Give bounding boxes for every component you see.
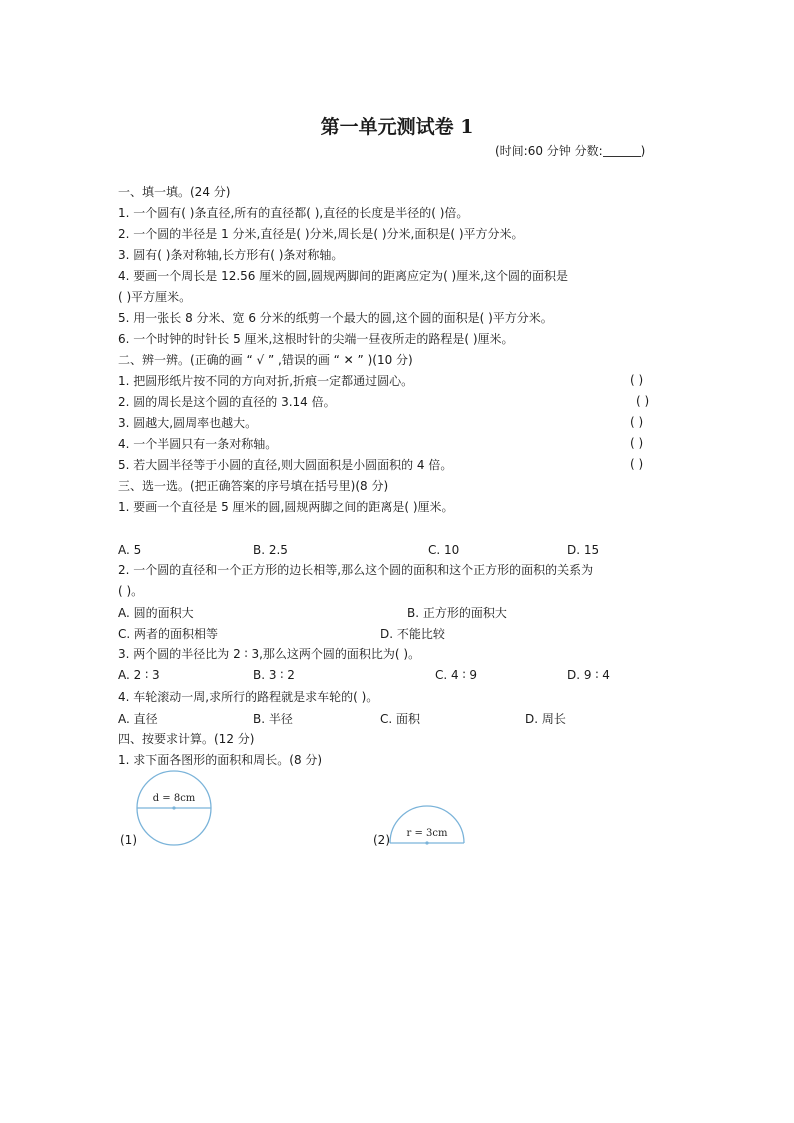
- circle-figure: [134, 768, 214, 848]
- choice-option[interactable]: A. 直径: [118, 712, 158, 726]
- answer-paren[interactable]: ( ): [630, 436, 644, 450]
- diameter-label: d = 8cm: [152, 793, 196, 804]
- choice-option[interactable]: C. 4 ∶ 9: [435, 668, 478, 682]
- section1-line: 1. 一个圆有( )条直径,所有的直径都( ),直径的长度是半径的( )倍。: [118, 206, 469, 220]
- page-title: 第一单元测试卷 1: [320, 116, 474, 138]
- section1-line: 2. 一个圆的半径是 1 分米,直径是( )分米,周长是( )分米,面积是( )平方分米。: [118, 227, 524, 241]
- answer-paren[interactable]: ( ): [636, 394, 650, 408]
- choice-question: 1. 要画一个直径是 5 厘米的圆,圆规两脚之间的距离是( )厘米。: [118, 500, 454, 514]
- choice-option[interactable]: D. 15: [567, 543, 600, 557]
- section1-line: 6. 一个时钟的时针长 5 厘米,这根时针的尖端一昼夜所走的路程是( )厘米。: [118, 332, 514, 346]
- choice-option[interactable]: D. 不能比较: [380, 627, 445, 641]
- choice-option[interactable]: A. 2 ∶ 3: [118, 668, 160, 682]
- choice-option[interactable]: B. 半径: [253, 712, 293, 726]
- semicircle-figure: [386, 802, 468, 846]
- choice-option[interactable]: D. 9 ∶ 4: [567, 668, 610, 682]
- choice-option[interactable]: C. 面积: [380, 712, 421, 726]
- choice-option[interactable]: C. 两者的面积相等: [118, 627, 219, 641]
- section1-line: 5. 用一张长 8 分米、宽 6 分米的纸剪一个最大的圆,这个圆的面积是( )平方分米。: [118, 311, 553, 325]
- semicircle-center-dot: [425, 841, 428, 844]
- choice-question: ( )。: [118, 584, 144, 598]
- choice-option[interactable]: A. 圆的面积大: [118, 606, 194, 620]
- choice-option[interactable]: D. 周长: [525, 712, 566, 726]
- judge-item: 4. 一个半圆只有一条对称轴。: [118, 437, 278, 451]
- score-blank[interactable]: [603, 144, 641, 157]
- judge-item: 5. 若大圆半径等于小圆的直径,则大圆面积是小圆面积的 4 倍。: [118, 458, 453, 472]
- judge-item: 1. 把圆形纸片按不同的方向对折,折痕一定都通过圆心。: [118, 374, 414, 388]
- meta-close: ): [640, 144, 646, 158]
- choice-option[interactable]: B. 2.5: [253, 543, 288, 557]
- choice-option[interactable]: B. 正方形的面积大: [407, 606, 507, 620]
- judge-item: 2. 圆的周长是这个圆的直径的 3.14 倍。: [118, 395, 336, 409]
- answer-paren[interactable]: ( ): [630, 373, 644, 387]
- section1-line: 4. 要画一个周长是 12.56 厘米的圆,圆规两脚间的距离应定为( )厘米,这个圆的面积是: [118, 269, 569, 283]
- choice-option[interactable]: C. 10: [428, 543, 460, 557]
- answer-paren[interactable]: ( ): [630, 415, 644, 429]
- circle-center-dot: [172, 806, 175, 809]
- choice-question: 4. 车轮滚动一周,求所行的路程就是求车轮的( )。: [118, 690, 379, 704]
- choice-question: 2. 一个圆的直径和一个正方形的边长相等,那么这个圆的面积和这个正方形的面积的关系为: [118, 563, 594, 577]
- section1-line: 3. 圆有( )条对称轴,长方形有( )条对称轴。: [118, 248, 344, 262]
- exam-meta: [495, 142, 645, 159]
- section3-heading: 三、选一选。(把正确答案的序号填在括号里)(8 分): [118, 479, 389, 493]
- section2-heading: 二、辨一辨。(正确的画 “ √ ” ,错误的画 “ ✕ ” )(10 分): [118, 353, 413, 367]
- meta-time-score: (时间:60 分钟 分数:: [495, 144, 603, 158]
- judge-item: 3. 圆越大,圆周率也越大。: [118, 416, 258, 430]
- calc-question: 1. 求下面各图形的面积和周长。(8 分): [118, 753, 323, 767]
- answer-paren[interactable]: ( ): [630, 457, 644, 471]
- figure1-label: (1): [120, 833, 137, 847]
- section1-heading: 一、填一填。(24 分): [118, 185, 231, 199]
- section4-heading: 四、按要求计算。(12 分): [118, 732, 255, 746]
- figure2-label: (2): [373, 833, 390, 847]
- choice-option[interactable]: B. 3 ∶ 2: [253, 668, 295, 682]
- choice-option[interactable]: A. 5: [118, 543, 142, 557]
- radius-label: r = 3cm: [406, 828, 448, 839]
- choice-question: 3. 两个圆的半径比为 2 ∶ 3,那么这两个圆的面积比为( )。: [118, 647, 421, 661]
- section1-line: ( )平方厘米。: [118, 290, 192, 304]
